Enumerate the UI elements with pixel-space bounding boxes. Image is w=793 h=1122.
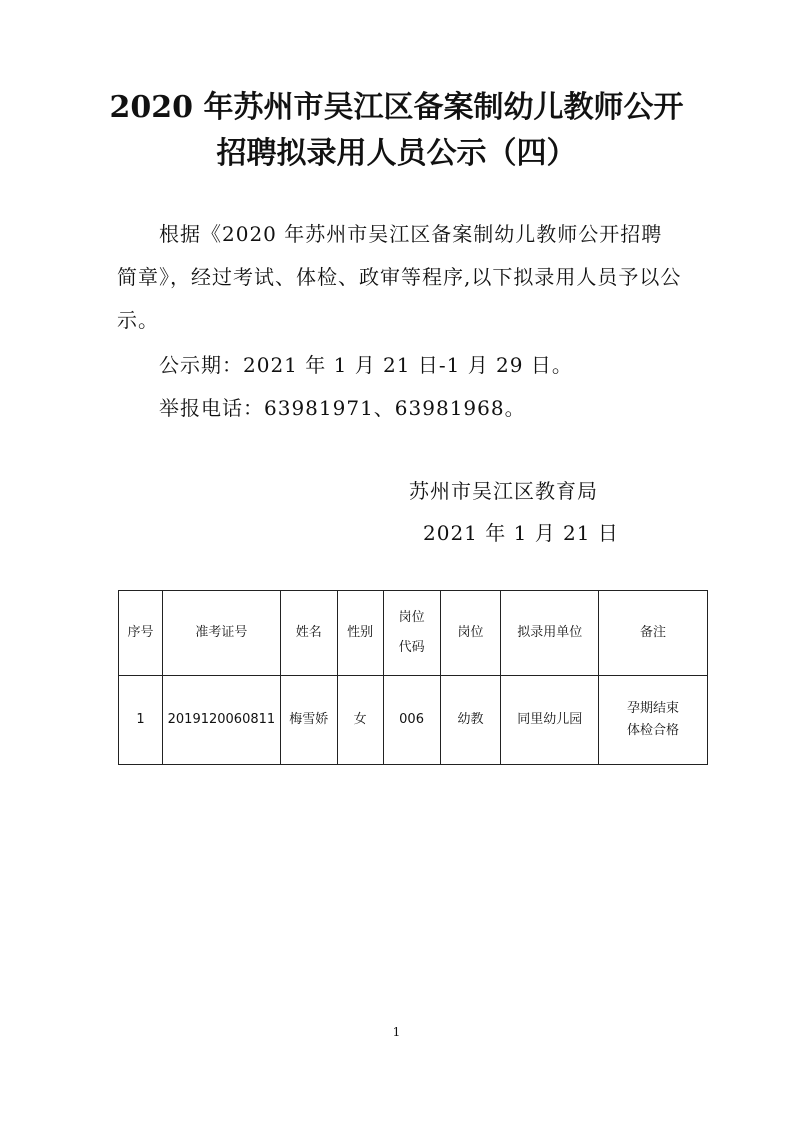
table-header-row <box>119 591 708 676</box>
header-index: 序号 <box>119 591 163 676</box>
page-number: 1 <box>392 1025 401 1039</box>
header-employer: 拟录用单位 <box>501 591 599 676</box>
header-name: 姓名 <box>280 591 337 676</box>
report-hotline: 举报电话：63981971、63981968。 <box>159 396 526 420</box>
header-position: 岗位 <box>440 591 501 676</box>
table-row <box>119 676 708 765</box>
cell-index: 1 <box>119 676 163 765</box>
cell-employer: 同里幼儿园 <box>501 676 599 765</box>
cell-gender: 女 <box>337 676 383 765</box>
cell-name: 梅雪娇 <box>280 676 337 765</box>
header-gender: 性别 <box>337 591 383 676</box>
issue-date: 2021 年 1 月 21 日 <box>423 521 619 545</box>
issuing-organization: 苏州市吴江区教育局 <box>409 479 598 503</box>
cell-position-code: 006 <box>383 676 440 765</box>
publicity-period: 公示期：2021 年 1 月 21 日-1 月 29 日。 <box>159 353 573 377</box>
cell-exam-number: 2019120060811 <box>162 676 280 765</box>
header-exam-number: 准考证号 <box>162 591 280 676</box>
header-position-code: 岗位代码 <box>383 591 440 676</box>
cell-position: 幼教 <box>440 676 501 765</box>
header-remarks: 备注 <box>599 591 708 676</box>
page-title-line2: 招聘拟录用人员公示（四） <box>216 136 577 171</box>
candidate-table <box>118 590 708 765</box>
cell-remarks: 孕期结束体检合格 <box>599 676 708 765</box>
intro-paragraph: 根据《2020 年苏州市吴江区备案制幼儿教师公开招聘简章》，经过考试、体检、政审等程序,以下拟录用人员予以公示。 <box>117 222 682 332</box>
page-title-line1: 2020 年苏州市吴江区备案制幼儿教师公开 <box>109 90 684 125</box>
